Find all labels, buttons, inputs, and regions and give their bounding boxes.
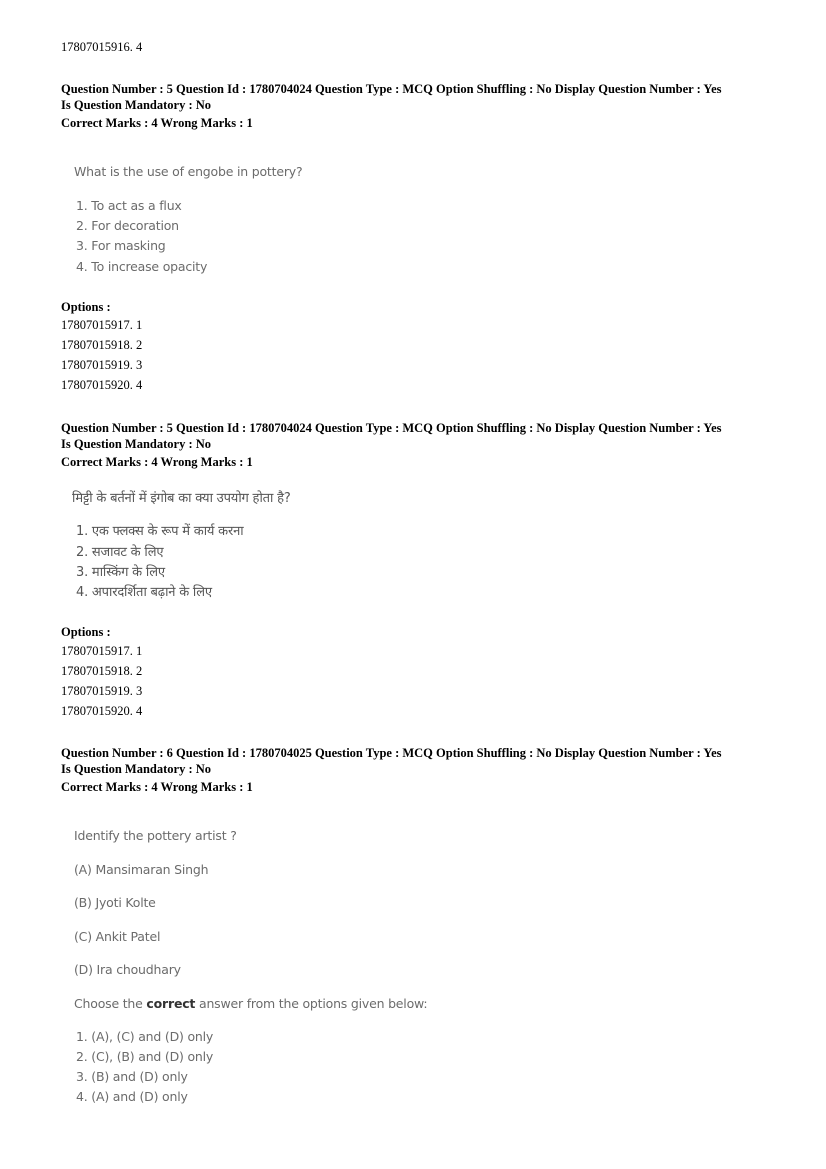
option-line: 17807015917. 1 — [61, 644, 143, 658]
option-line: 17807015919. 3 — [61, 684, 143, 698]
instruction-text — [74, 996, 427, 1011]
statement-item: (B) Jyoti Kolte — [74, 895, 156, 910]
mandatory-line: Is Question Mandatory : No — [61, 98, 212, 112]
options-label: Options : — [61, 625, 111, 639]
marks-line: Correct Marks : 4 Wrong Marks : 1 — [61, 780, 253, 794]
choice-item: 1. (A), (C) and (D) only — [76, 1029, 214, 1044]
choice-item: 1. एक फ्लक्स के रूप में कार्य करना — [76, 524, 244, 539]
choice-item: 4. (A) and (D) only — [76, 1089, 188, 1104]
choice-item: 2. सजावट के लिए — [76, 545, 164, 560]
option-line: 17807015917. 1 — [61, 318, 143, 332]
instruction-emphasis: correct — [146, 996, 196, 1011]
choice-item: 1. To act as a flux — [76, 198, 182, 213]
question-header: Question Number : 6 Question Id : 1780704025 Question Type : MCQ Option Shuffling : No Display Question Number : Yes — [61, 746, 722, 760]
options-label: Options : — [61, 300, 111, 314]
option-line: 17807015918. 2 — [61, 338, 143, 352]
statement-item: (C) Ankit Patel — [74, 929, 161, 944]
choice-item: 4. अपारदर्शिता बढ़ाने के लिए — [76, 585, 212, 600]
question-text: Identify the pottery artist ? — [74, 828, 237, 843]
mandatory-line: Is Question Mandatory : No — [61, 437, 212, 451]
question-header: Question Number : 5 Question Id : 1780704024 Question Type : MCQ Option Shuffling : No Display Question Number : Yes — [61, 421, 722, 435]
choice-item: 3. For masking — [76, 238, 166, 253]
question-header: Question Number : 5 Question Id : 1780704024 Question Type : MCQ Option Shuffling : No Display Question Number : Yes — [61, 82, 722, 96]
choice-item: 3. मास्किंग के लिए — [76, 565, 165, 580]
option-line: 17807015919. 3 — [61, 358, 143, 372]
instruction-post: answer from the options given below: — [195, 996, 428, 1011]
option-line: 17807015920. 4 — [61, 378, 143, 392]
statement-item: (A) Mansimaran Singh — [74, 862, 209, 877]
option-line: 17807015920. 4 — [61, 704, 143, 718]
choice-item: 3. (B) and (D) only — [76, 1069, 188, 1084]
choice-item: 2. (C), (B) and (D) only — [76, 1049, 214, 1064]
instruction-pre: Choose the — [74, 996, 147, 1011]
marks-line: Correct Marks : 4 Wrong Marks : 1 — [61, 116, 253, 130]
question-text: What is the use of engobe in pottery? — [74, 164, 303, 179]
statement-item: (D) Ira choudhary — [74, 962, 181, 977]
mandatory-line: Is Question Mandatory : No — [61, 762, 212, 776]
marks-line: Correct Marks : 4 Wrong Marks : 1 — [61, 455, 253, 469]
choice-item: 4. To increase opacity — [76, 259, 208, 274]
choice-item: 2. For decoration — [76, 218, 179, 233]
previous-option-line: 17807015916. 4 — [61, 40, 143, 54]
question-text: मिट्टी के बर्तनों में इंगोब का क्या उपयोग होता है? — [72, 491, 291, 506]
option-line: 17807015918. 2 — [61, 664, 143, 678]
